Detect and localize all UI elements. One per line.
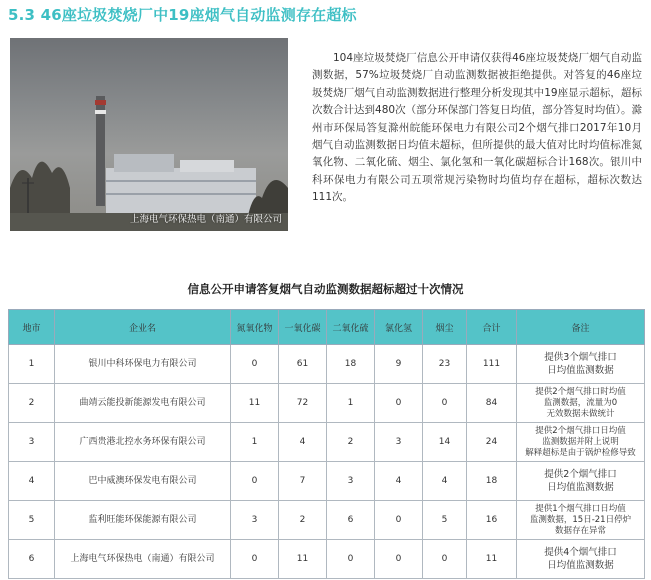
cell-so2: 0 (327, 540, 375, 579)
remark-line: 监测数据，15日-21日停炉 (529, 514, 632, 525)
cell-so2: 18 (327, 345, 375, 384)
cell-remark (517, 462, 645, 501)
body-paragraph: 104座垃圾焚烧厂信息公开申请仅获得46座垃圾焚烧厂烟气自动监测数据，57%垃圾焚烧厂自动监测数据被拒绝提供。对答复的46座垃圾焚烧厂烟气自动监测数据进行整理分析发现其中19座显示超标，超标次数合计达到480次（部分环保部门答复日均值，部分答复时均值）。滁州市环保局答复滁州皖能环保电力有限公司2个烟气排口2017年10月烟气自动监测数据日均值未超标，但所提供的最大值对比时均值标准氮氧化物、二氧化硫、烟尘、氯化氢和一氧化碳超标合计168次。银川中科环保电力有限公司五项常规污染物时均值均存在超标，超标次数达111次。 (312, 52, 642, 204)
exceedance-table (8, 309, 645, 579)
remark-line: 提供2个烟气排口时均值 (535, 386, 626, 397)
table-row (9, 423, 645, 462)
remark-line: 提供1个烟气排口日均值 (535, 503, 626, 514)
cell-hcl: 3 (375, 423, 423, 462)
cell-co: 4 (279, 423, 327, 462)
cell-so2: 3 (327, 462, 375, 501)
remark-line: 提供2个烟气排口 (544, 469, 617, 480)
cell-co: 72 (279, 384, 327, 423)
remark-line: 日均值监测数据 (547, 482, 614, 493)
header-co: 一氧化碳 (279, 310, 327, 345)
cell-dust: 14 (423, 423, 467, 462)
photo-caption: 上海电气环保热电（南通）有限公司 (129, 214, 282, 225)
cell-city: 2 (9, 384, 55, 423)
remark-line: 日均值监测数据 (547, 365, 614, 376)
cell-company: 上海电气环保热电（南通）有限公司 (55, 540, 231, 579)
cell-so2: 2 (327, 423, 375, 462)
cell-city: 5 (9, 501, 55, 540)
remark-line: 提供2个烟气排口日均值 (535, 425, 626, 436)
cell-dust: 5 (423, 501, 467, 540)
cell-city: 1 (9, 345, 55, 384)
cell-hcl: 0 (375, 501, 423, 540)
cell-total: 16 (467, 501, 517, 540)
table-row (9, 384, 645, 423)
cell-co: 61 (279, 345, 327, 384)
cell-co: 11 (279, 540, 327, 579)
cell-dust: 0 (423, 384, 467, 423)
cell-remark (517, 345, 645, 384)
table-row (9, 345, 645, 384)
cell-dust: 0 (423, 540, 467, 579)
cell-hcl: 0 (375, 384, 423, 423)
cell-total: 11 (467, 540, 517, 579)
header-nox: 氮氧化物 (231, 310, 279, 345)
cell-company: 监利旺能环保能源有限公司 (55, 501, 231, 540)
cell-remark (517, 423, 645, 462)
cell-remark (517, 384, 645, 423)
remark-line: 解释超标是由于锅炉检修导致 (525, 447, 636, 458)
cell-city: 6 (9, 540, 55, 579)
table-title: 信息公开申请答复烟气自动监测数据超标超过十次情况 (187, 282, 464, 296)
table-header-row (9, 310, 645, 345)
remark-line: 监测数据并附上说明 (542, 436, 619, 447)
cell-hcl: 0 (375, 540, 423, 579)
remark-line: 提供3个烟气排口 (544, 352, 617, 363)
cell-remark (517, 540, 645, 579)
cell-hcl: 9 (375, 345, 423, 384)
table-row (9, 501, 645, 540)
cell-so2: 1 (327, 384, 375, 423)
cell-total: 18 (467, 462, 517, 501)
cell-total: 84 (467, 384, 517, 423)
header-remark: 备注 (517, 310, 645, 345)
remark-line: 监测数据，流量为0 (543, 397, 618, 408)
cell-hcl: 4 (375, 462, 423, 501)
header-dust: 烟尘 (423, 310, 467, 345)
table-row (9, 540, 645, 579)
cell-company: 广西贵港北控水务环保有限公司 (55, 423, 231, 462)
section-title: 5.3 46座垃圾焚烧厂中19座烟气自动监测存在超标 (8, 6, 357, 24)
cell-dust: 23 (423, 345, 467, 384)
cell-company: 银川中科环保电力有限公司 (55, 345, 231, 384)
cell-company: 曲靖云能投新能源发电有限公司 (55, 384, 231, 423)
cell-co: 2 (279, 501, 327, 540)
header-total: 合计 (467, 310, 517, 345)
cell-nox: 1 (231, 423, 279, 462)
cell-nox: 3 (231, 501, 279, 540)
header-city: 地市 (9, 310, 55, 345)
power-plant-illustration (10, 38, 288, 231)
cell-so2: 6 (327, 501, 375, 540)
cell-nox: 0 (231, 540, 279, 579)
cell-total: 111 (467, 345, 517, 384)
cell-company: 巴中威澳环保发电有限公司 (55, 462, 231, 501)
cell-dust: 4 (423, 462, 467, 501)
cell-city: 4 (9, 462, 55, 501)
plant-photo (10, 38, 288, 231)
header-so2: 二氧化硫 (327, 310, 375, 345)
remark-line: 提供4个烟气排口 (544, 547, 617, 558)
remark-line: 无效数据未做统计 (546, 408, 615, 419)
remark-line: 数据存在异常 (554, 525, 606, 536)
cell-city: 3 (9, 423, 55, 462)
cell-nox: 0 (231, 462, 279, 501)
cell-nox: 0 (231, 345, 279, 384)
cell-remark (517, 501, 645, 540)
remark-line: 日均值监测数据 (547, 560, 614, 571)
table-row (9, 462, 645, 501)
cell-co: 7 (279, 462, 327, 501)
header-hcl: 氯化氢 (375, 310, 423, 345)
cell-nox: 11 (231, 384, 279, 423)
cell-total: 24 (467, 423, 517, 462)
header-company: 企业名 (55, 310, 231, 345)
